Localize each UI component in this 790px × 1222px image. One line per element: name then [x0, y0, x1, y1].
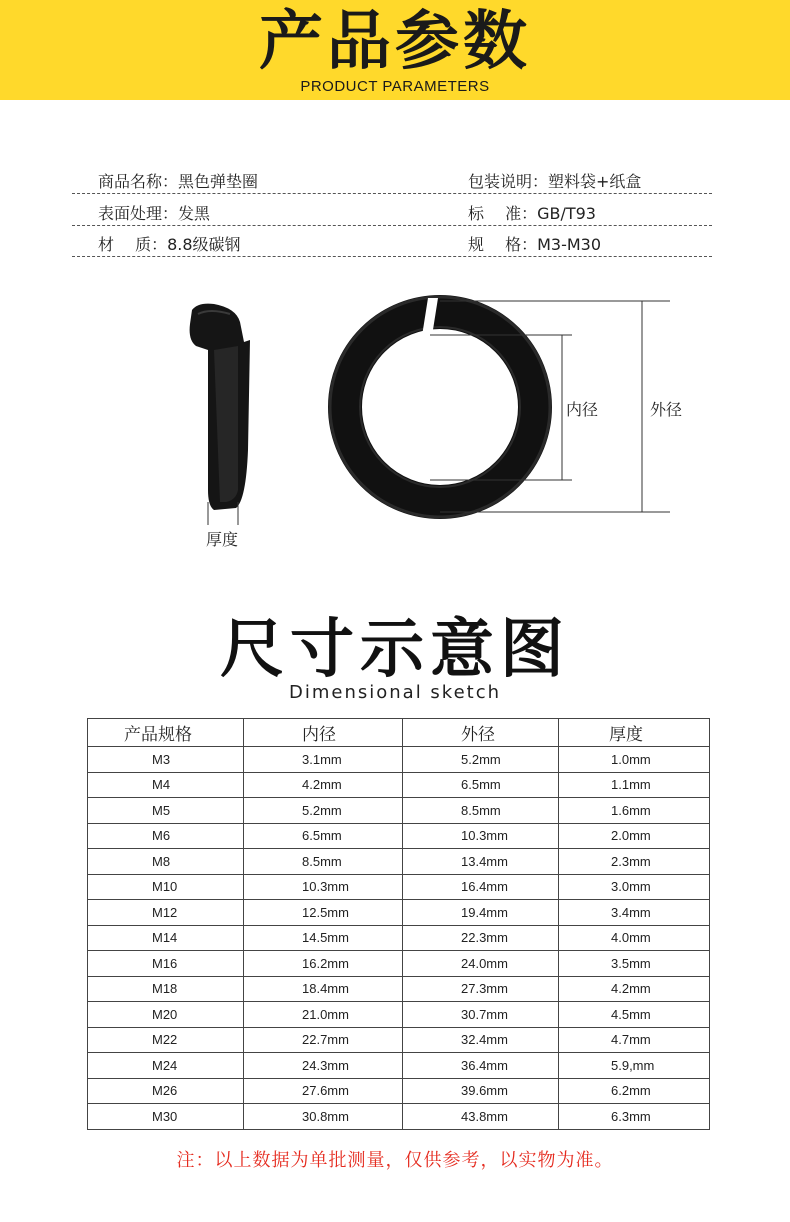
- cell-thickness: 2.0mm: [559, 823, 710, 849]
- cell-outer-diameter: 39.6mm: [403, 1078, 559, 1104]
- cell-inner-diameter: 8.5mm: [244, 849, 403, 875]
- cell-thickness: 2.3mm: [559, 849, 710, 875]
- header-banner: [0, 0, 790, 100]
- header-inner-diameter: 内径: [244, 719, 403, 747]
- cell-spec: M14: [88, 925, 244, 951]
- cell-outer-diameter: 32.4mm: [403, 1027, 559, 1053]
- cell-thickness: 4.7mm: [559, 1027, 710, 1053]
- table-row: [88, 1104, 710, 1130]
- spec-table: [87, 718, 710, 1130]
- table-row: [88, 925, 710, 951]
- cell-thickness: 4.2mm: [559, 976, 710, 1002]
- cell-thickness: 1.1mm: [559, 772, 710, 798]
- cell-spec: M24: [88, 1053, 244, 1079]
- cell-outer-diameter: 8.5mm: [403, 798, 559, 824]
- table-row: [88, 772, 710, 798]
- table-row: [88, 823, 710, 849]
- cell-spec: M20: [88, 1002, 244, 1028]
- cell-inner-diameter: 16.2mm: [244, 951, 403, 977]
- param-row-2: [72, 195, 712, 226]
- section-title: 尺寸示意图: [220, 613, 570, 687]
- param-packaging: 包装说明：塑料袋+纸盒: [468, 172, 642, 191]
- cell-outer-diameter: 16.4mm: [403, 874, 559, 900]
- cell-thickness: 4.5mm: [559, 1002, 710, 1028]
- table-row: [88, 874, 710, 900]
- washer-side-view: [190, 304, 250, 510]
- table-row: [88, 798, 710, 824]
- cell-outer-diameter: 19.4mm: [403, 900, 559, 926]
- cell-inner-diameter: 6.5mm: [244, 823, 403, 849]
- cell-spec: M10: [88, 874, 244, 900]
- cell-thickness: 3.0mm: [559, 874, 710, 900]
- cell-spec: M4: [88, 772, 244, 798]
- cell-outer-diameter: 27.3mm: [403, 976, 559, 1002]
- thickness-label: 厚度: [206, 530, 239, 549]
- cell-thickness: 6.2mm: [559, 1078, 710, 1104]
- param-row-1: [72, 163, 712, 194]
- washer-sketch: [0, 280, 790, 570]
- param-standard: 标 准：GB/T93: [468, 204, 596, 223]
- table-header-row: [88, 719, 710, 747]
- header-thickness: 厚度: [559, 719, 710, 747]
- cell-outer-diameter: 5.2mm: [403, 747, 559, 773]
- cell-spec: M5: [88, 798, 244, 824]
- cell-outer-diameter: 43.8mm: [403, 1104, 559, 1130]
- table-row: [88, 951, 710, 977]
- cell-thickness: 3.5mm: [559, 951, 710, 977]
- cell-outer-diameter: 36.4mm: [403, 1053, 559, 1079]
- disclaimer-note: 注：以上数据为单批测量，仅供参考，以实物为准。: [176, 1150, 614, 1171]
- section-subtitle: Dimensional sketch: [288, 682, 502, 703]
- washer-front-view: [330, 297, 550, 517]
- cell-outer-diameter: 22.3mm: [403, 925, 559, 951]
- cell-thickness: 3.4mm: [559, 900, 710, 926]
- inner-diameter-label: 内径: [566, 400, 599, 419]
- cell-spec: M8: [88, 849, 244, 875]
- param-product-name: 商品名称：黑色弹垫圈: [98, 172, 259, 191]
- cell-inner-diameter: 12.5mm: [244, 900, 403, 926]
- cell-thickness: 6.3mm: [559, 1104, 710, 1130]
- param-spec: 规 格：M3-M30: [468, 235, 602, 254]
- cell-spec: M16: [88, 951, 244, 977]
- cell-inner-diameter: 21.0mm: [244, 1002, 403, 1028]
- table-row: [88, 849, 710, 875]
- cell-spec: M22: [88, 1027, 244, 1053]
- table-row: [88, 976, 710, 1002]
- param-surface: 表面处理：发黑: [98, 204, 211, 223]
- cell-spec: M26: [88, 1078, 244, 1104]
- cell-spec: M12: [88, 900, 244, 926]
- cell-thickness: 5.9,mm: [559, 1053, 710, 1079]
- cell-outer-diameter: 30.7mm: [403, 1002, 559, 1028]
- outer-diameter-label: 外径: [650, 400, 683, 419]
- cell-thickness: 4.0mm: [559, 925, 710, 951]
- cell-spec: M6: [88, 823, 244, 849]
- table-row: [88, 1053, 710, 1079]
- cell-inner-diameter: 18.4mm: [244, 976, 403, 1002]
- header-spec: 产品规格: [88, 719, 244, 747]
- cell-thickness: 1.0mm: [559, 747, 710, 773]
- cell-inner-diameter: 4.2mm: [244, 772, 403, 798]
- table-row: [88, 1027, 710, 1053]
- param-material: 材 质：8.8级碳钢: [98, 235, 241, 254]
- cell-thickness: 1.6mm: [559, 798, 710, 824]
- table-row: [88, 1078, 710, 1104]
- cell-inner-diameter: 24.3mm: [244, 1053, 403, 1079]
- cell-inner-diameter: 22.7mm: [244, 1027, 403, 1053]
- table-row: [88, 747, 710, 773]
- banner-subtitle: PRODUCT PARAMETERS: [300, 78, 490, 95]
- cell-inner-diameter: 3.1mm: [244, 747, 403, 773]
- cell-inner-diameter: 30.8mm: [244, 1104, 403, 1130]
- cell-spec: M18: [88, 976, 244, 1002]
- cell-outer-diameter: 13.4mm: [403, 849, 559, 875]
- param-row-3: [72, 226, 712, 257]
- banner-title: 产品参数: [259, 5, 531, 79]
- cell-outer-diameter: 6.5mm: [403, 772, 559, 798]
- header-outer-diameter: 外径: [403, 719, 559, 747]
- cell-inner-diameter: 10.3mm: [244, 874, 403, 900]
- table-row: [88, 1002, 710, 1028]
- cell-outer-diameter: 24.0mm: [403, 951, 559, 977]
- cell-inner-diameter: 14.5mm: [244, 925, 403, 951]
- cell-inner-diameter: 5.2mm: [244, 798, 403, 824]
- cell-inner-diameter: 27.6mm: [244, 1078, 403, 1104]
- table-row: [88, 900, 710, 926]
- cell-spec: M3: [88, 747, 244, 773]
- cell-outer-diameter: 10.3mm: [403, 823, 559, 849]
- cell-spec: M30: [88, 1104, 244, 1130]
